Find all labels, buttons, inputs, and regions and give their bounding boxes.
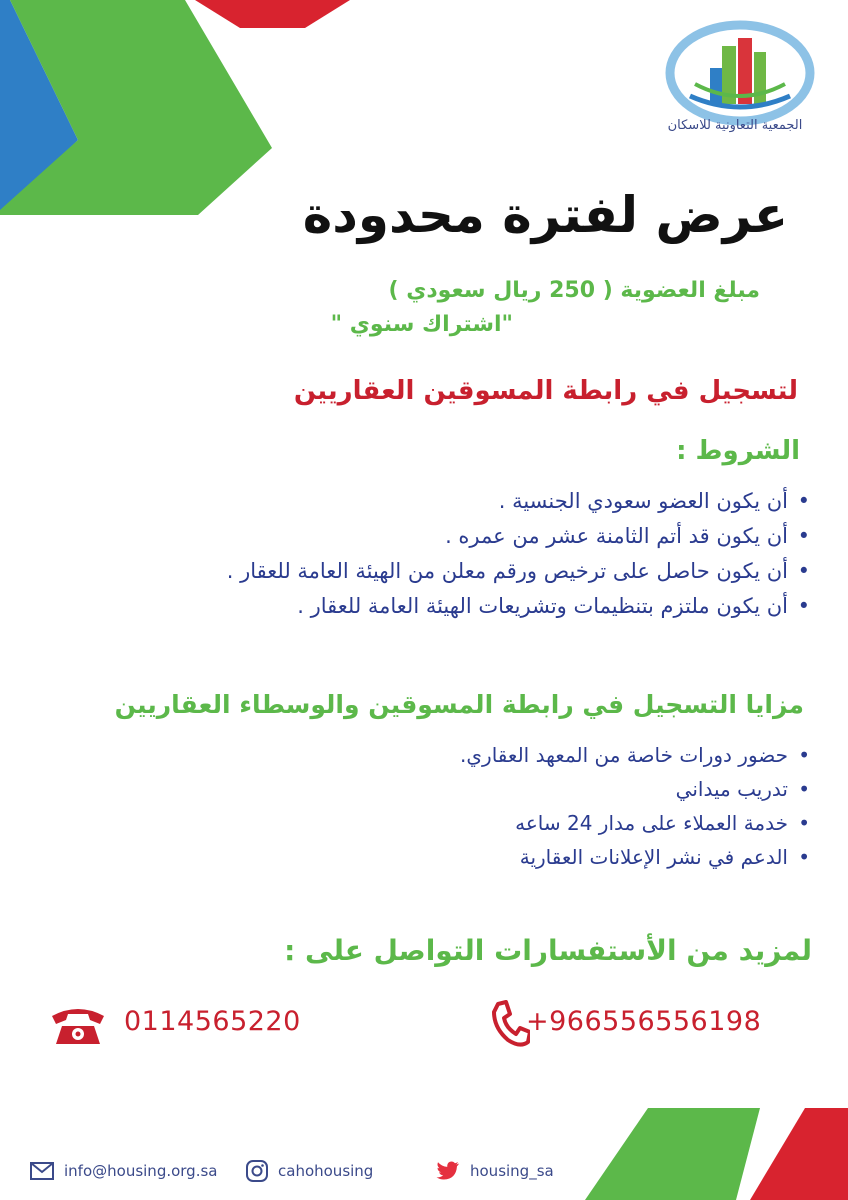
condition-item: • أن يكون ملتزم بتنظيمات وتشريعات الهيئة العامة للعقار . bbox=[168, 589, 818, 623]
register-heading: لتسجيل في رابطة المسوقين العقاريين bbox=[293, 376, 798, 406]
benefit-item: • الدعم في نشر الإعلانات العقارية bbox=[318, 840, 818, 874]
conditions-list bbox=[168, 484, 818, 624]
conditions-heading: الشروط : bbox=[676, 436, 800, 466]
benefits-list bbox=[318, 738, 818, 874]
mobile-number: +966556556198 bbox=[526, 1006, 762, 1037]
annual-subscription-note: "اشتراك سنوي " bbox=[330, 312, 513, 337]
footer-email[interactable] bbox=[30, 1156, 217, 1186]
email-address: info@housing.org.sa bbox=[64, 1162, 218, 1180]
top-red-shape bbox=[195, 0, 350, 28]
instagram-handle: cahohousing bbox=[278, 1162, 374, 1180]
benefit-item: • تدريب ميداني bbox=[318, 772, 818, 806]
twitter-icon bbox=[436, 1161, 460, 1181]
email-icon bbox=[30, 1162, 54, 1180]
bottom-red-shape bbox=[750, 1108, 848, 1200]
condition-item: • أن يكون حاصل على ترخيص ورقم معلن من الهيئة العامة للعقار . bbox=[168, 554, 818, 588]
membership-fee-line: مبلغ العضوية ( 250 ريال سعودي ) bbox=[388, 278, 760, 303]
condition-item: • أن يكون قد أتم الثامنة عشر من عمره . bbox=[168, 519, 818, 553]
footer-twitter[interactable] bbox=[436, 1156, 554, 1186]
telephone-icon bbox=[48, 1002, 108, 1046]
offer-title: عرض لفترة محدودة bbox=[302, 186, 788, 244]
mobile-phone-icon bbox=[490, 1000, 530, 1048]
benefits-heading: مزايا التسجيل في رابطة المسوقين والوسطاء العقاريين bbox=[114, 690, 804, 719]
instagram-icon bbox=[246, 1160, 268, 1182]
benefit-item: • حضور دورات خاصة من المعهد العقاري. bbox=[318, 738, 818, 772]
bottom-green-shape bbox=[585, 1108, 760, 1200]
condition-item: • أن يكون العضو سعودي الجنسية . bbox=[168, 484, 818, 518]
twitter-handle: housing_sa bbox=[470, 1162, 554, 1180]
footer-instagram[interactable] bbox=[246, 1156, 373, 1186]
organization-name: الجمعية التعاونية للاسكان bbox=[667, 118, 803, 133]
benefit-item: • خدمة العملاء على مدار 24 ساعه bbox=[318, 806, 818, 840]
landline-number: 0114565220 bbox=[124, 1006, 301, 1037]
inquiry-heading: لمزيد من الأستفسارات التواصل على : bbox=[284, 934, 812, 967]
